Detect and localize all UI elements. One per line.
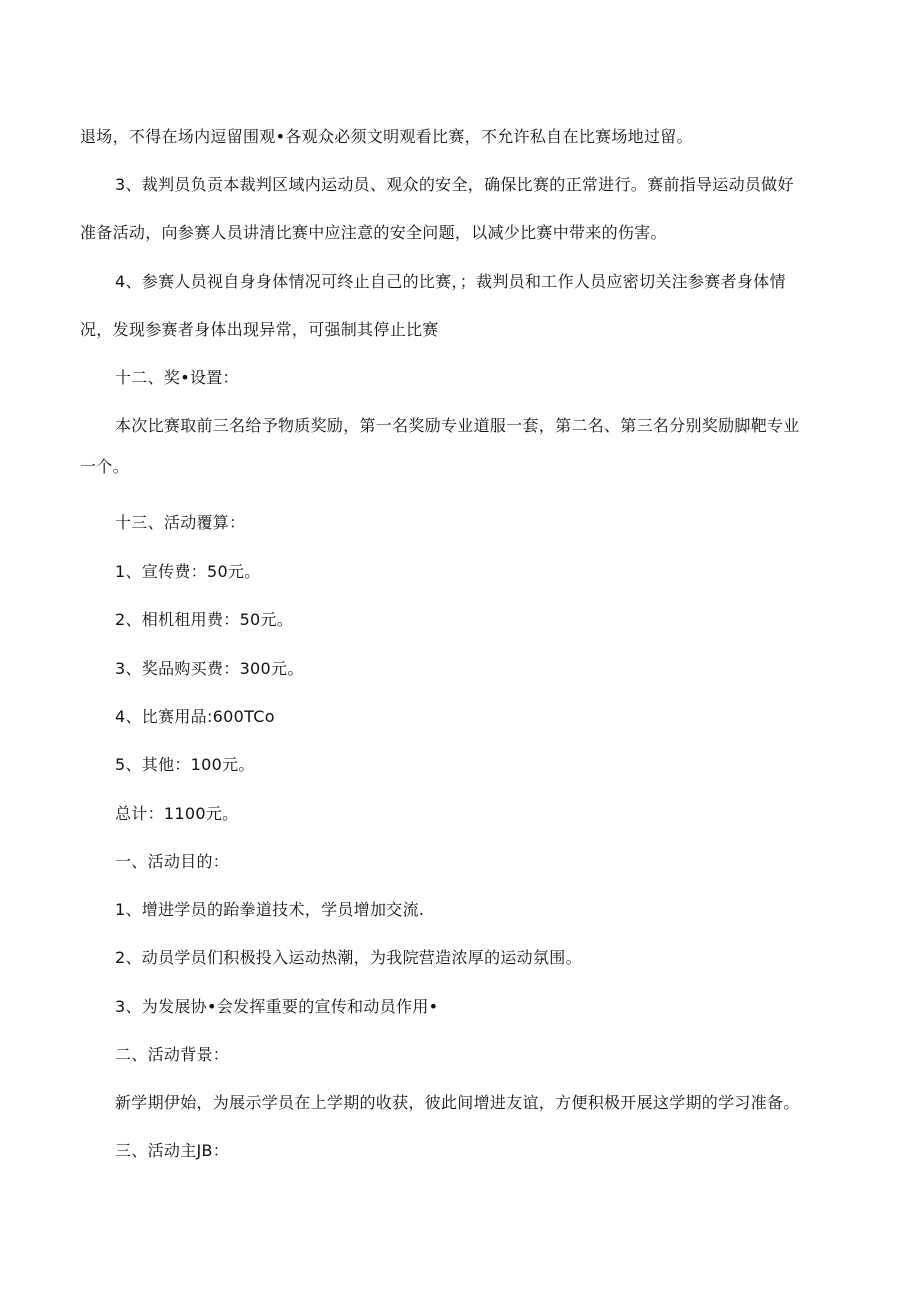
rule-item-4-line-2: 况，发现参赛者身体出现异常，可强制其停止比赛 (80, 320, 439, 339)
rule-item-4-line-1: 4、参赛人员视自身身体情况可终止自己的比赛，；裁判员和工作人员应密切关注参赛者身体情 (115, 272, 786, 291)
section-heading-theme: 三、活动主JB： (115, 1141, 230, 1160)
section-heading-awards: 十二、奖•设置： (115, 368, 239, 387)
section-heading-budget: 十三、活动覆算： (115, 513, 246, 532)
budget-item-other: 5、其他：100元。 (115, 755, 255, 774)
awards-paragraph-line-1: 本次比赛取前三名给予物质奖励，第一名奖励专业道服一套，第二名、第三名分别奖励脚靶专业 (115, 416, 800, 435)
background-paragraph: 新学期伊始，为展示学员在上学期的收获，彼此间增进友谊，方便积极开展这学期的学习准备。 (115, 1093, 800, 1112)
section-heading-purpose: 一、活动目的： (115, 852, 230, 871)
rule-item-3-line-1: 3、裁判员负贡本裁判区域内运动员、观众的安全，确保比赛的正常进行。赛前指导运动员做好 (115, 175, 794, 194)
budget-total: 总计：1100元。 (115, 804, 239, 823)
rule-item-3-line-2: 准备活动，向参赛人员讲清比赛中应注意的安全问题，以减少比赛中带来的伤害。 (80, 223, 667, 242)
purpose-item-1: 1、增进学员的跆拳道技术，学员增加交流. (115, 900, 425, 919)
paragraph-line: 退场，不得在场内逗留围观•各观众必须文明观看比赛，不允许私自在比赛场地过留。 (80, 127, 693, 146)
section-heading-background: 二、活动背景： (115, 1045, 230, 1064)
budget-item-supplies: 4、比赛用品:600TCo (115, 707, 275, 726)
purpose-item-3: 3、为发展协•会发挥重要的宣传和动员作用• (115, 997, 439, 1016)
budget-item-camera: 2、相机租用费：50元。 (115, 610, 294, 629)
budget-item-publicity: 1、宣传费：50元。 (115, 562, 261, 581)
budget-item-prizes: 3、奖品购买费：300元。 (115, 659, 304, 678)
purpose-item-2: 2、动员学员们积极投入运动热潮，为我院营造浓厚的运动氛围。 (115, 948, 582, 967)
awards-paragraph-line-2: 一个。 (80, 457, 129, 476)
